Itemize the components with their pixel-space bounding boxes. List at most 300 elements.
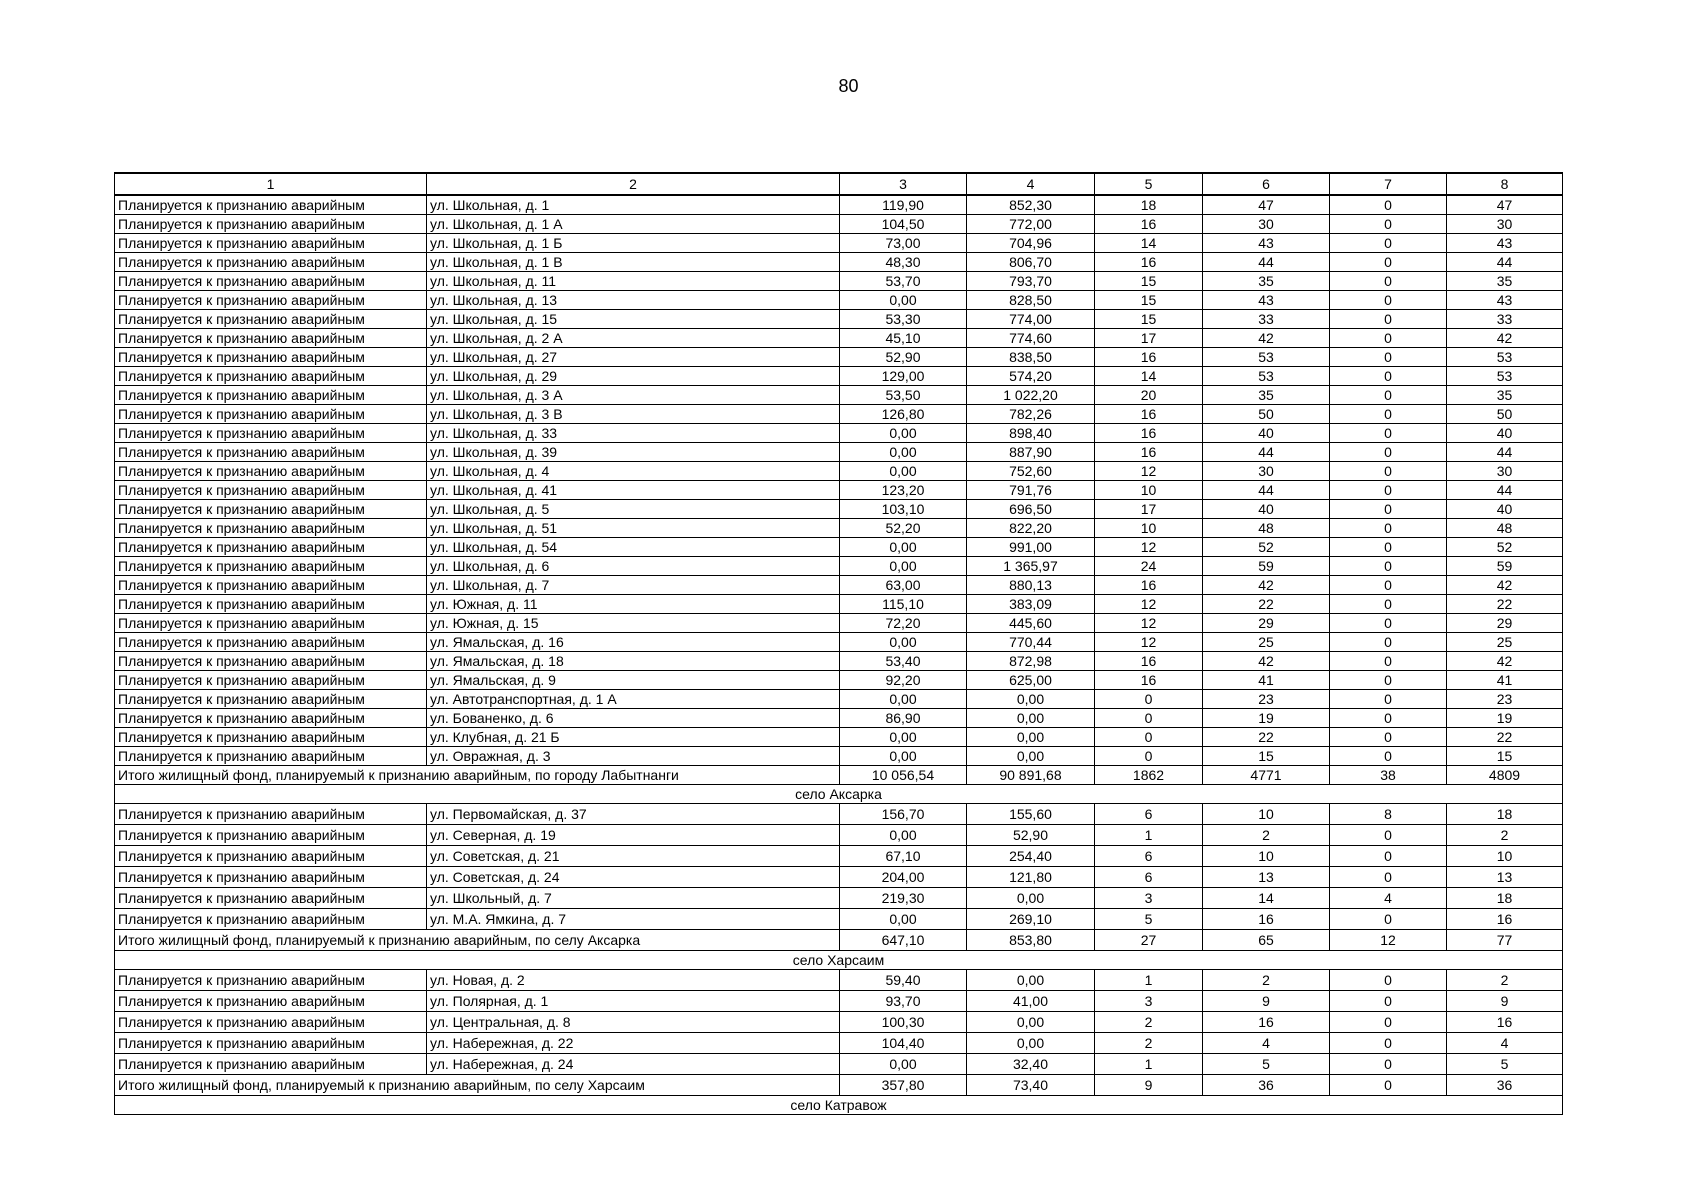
table-cell: Планируется к признанию аварийным — [115, 728, 427, 747]
table-cell: 16 — [1095, 652, 1203, 671]
table-cell: Планируется к признанию аварийным — [115, 424, 427, 443]
column-header: 1 — [115, 173, 427, 195]
table-cell: 50 — [1203, 405, 1330, 424]
table-cell: 0 — [1330, 1075, 1447, 1096]
table-cell: 50 — [1447, 405, 1563, 424]
table-cell: 3 — [1095, 991, 1203, 1012]
table-cell: 0 — [1330, 909, 1447, 930]
table-cell: 0,00 — [840, 909, 967, 930]
table-cell: Планируется к признанию аварийным — [115, 234, 427, 253]
table-cell: 12 — [1095, 633, 1203, 652]
table-cell: Планируется к признанию аварийным — [115, 462, 427, 481]
table-cell: 704,96 — [967, 234, 1095, 253]
table-cell: 8 — [1330, 804, 1447, 825]
table-cell: 0 — [1330, 253, 1447, 272]
table-cell: 123,20 — [840, 481, 967, 500]
table-cell: 18 — [1095, 195, 1203, 215]
table-cell: 2 — [1095, 1012, 1203, 1033]
table-cell: 782,26 — [967, 405, 1095, 424]
table-row — [115, 234, 1563, 253]
table-cell: 4 — [1203, 1033, 1330, 1054]
total-row — [115, 1075, 1563, 1096]
table-cell: 35 — [1447, 272, 1563, 291]
table-cell: 29 — [1203, 614, 1330, 633]
table-cell: 853,80 — [967, 930, 1095, 951]
table-cell: 10 056,54 — [840, 766, 967, 785]
table-cell: 16 — [1095, 405, 1203, 424]
table-cell: ул. Набережная, д. 24 — [427, 1054, 840, 1075]
table-cell: 90 891,68 — [967, 766, 1095, 785]
table-cell: ул. Советская, д. 24 — [427, 867, 840, 888]
table-cell: 14 — [1095, 234, 1203, 253]
table-cell: 53,30 — [840, 310, 967, 329]
table-cell: 93,70 — [840, 991, 967, 1012]
table-cell: 0,00 — [967, 1033, 1095, 1054]
table-cell: 10 — [1095, 481, 1203, 500]
table-row — [115, 481, 1563, 500]
table-cell: село Харсаим — [115, 951, 1563, 970]
table-cell: 126,80 — [840, 405, 967, 424]
table-cell: ул. Клубная, д. 21 Б — [427, 728, 840, 747]
table-cell: Планируется к признанию аварийным — [115, 500, 427, 519]
column-header: 7 — [1330, 173, 1447, 195]
table-cell: 791,76 — [967, 481, 1095, 500]
table-cell: 27 — [1095, 930, 1203, 951]
table-cell: 42 — [1203, 652, 1330, 671]
table-cell: 772,00 — [967, 215, 1095, 234]
table-cell: ул. Набережная, д. 22 — [427, 1033, 840, 1054]
table-row — [115, 386, 1563, 405]
table-cell: ул. Овражная, д. 3 — [427, 747, 840, 766]
table-cell: 155,60 — [967, 804, 1095, 825]
table-cell: 10 — [1447, 846, 1563, 867]
table-cell: Итого жилищный фонд, планируемый к признанию аварийным, по городу Лабытнанги — [115, 766, 840, 785]
table-row — [115, 970, 1563, 991]
table-cell: 42 — [1203, 329, 1330, 348]
table-cell: ул. Школьная, д. 33 — [427, 424, 840, 443]
table-cell: ул. Школьная, д. 54 — [427, 538, 840, 557]
table-cell: 44 — [1203, 481, 1330, 500]
column-header: 4 — [967, 173, 1095, 195]
table-cell: 254,40 — [967, 846, 1095, 867]
table-cell: 67,10 — [840, 846, 967, 867]
table-cell: 0,00 — [840, 633, 967, 652]
table-cell: 16 — [1095, 424, 1203, 443]
table-cell: 0,00 — [840, 728, 967, 747]
table-cell: 44 — [1203, 253, 1330, 272]
table-cell: 33 — [1203, 310, 1330, 329]
table-cell: Планируется к признанию аварийным — [115, 690, 427, 709]
table-cell: 42 — [1447, 576, 1563, 595]
table-cell: 0 — [1330, 709, 1447, 728]
table-row — [115, 825, 1563, 846]
table-row — [115, 443, 1563, 462]
table-cell: ул. Ямальская, д. 9 — [427, 671, 840, 690]
table-cell: 42 — [1447, 652, 1563, 671]
table-cell: 6 — [1095, 867, 1203, 888]
table-cell: 3 — [1095, 888, 1203, 909]
table-cell: Планируется к признанию аварийным — [115, 291, 427, 310]
table-row — [115, 867, 1563, 888]
table-cell: 0 — [1330, 846, 1447, 867]
table-cell: Планируется к признанию аварийным — [115, 367, 427, 386]
table-cell: 19 — [1447, 709, 1563, 728]
table-row — [115, 846, 1563, 867]
table-row — [115, 614, 1563, 633]
table-cell: 43 — [1447, 291, 1563, 310]
table-row — [115, 424, 1563, 443]
table-cell: ул. Ямальская, д. 16 — [427, 633, 840, 652]
table-cell: ул. Северная, д. 19 — [427, 825, 840, 846]
housing-table — [114, 172, 1563, 1115]
table-cell: ул. Автотранспортная, д. 1 А — [427, 690, 840, 709]
table-cell: Планируется к признанию аварийным — [115, 405, 427, 424]
table-cell: ул. Центральная, д. 8 — [427, 1012, 840, 1033]
table-cell: 16 — [1447, 909, 1563, 930]
table-cell: 0 — [1330, 348, 1447, 367]
table-row — [115, 1054, 1563, 1075]
table-cell: 0,00 — [967, 970, 1095, 991]
table-cell: 115,10 — [840, 595, 967, 614]
table-cell: 806,70 — [967, 253, 1095, 272]
table-cell: 1 — [1095, 1054, 1203, 1075]
table-cell: 774,60 — [967, 329, 1095, 348]
table-cell: Планируется к признанию аварийным — [115, 1054, 427, 1075]
table-cell: 0 — [1330, 557, 1447, 576]
table-cell: 12 — [1095, 614, 1203, 633]
table-cell: 32,40 — [967, 1054, 1095, 1075]
table-row — [115, 652, 1563, 671]
table-cell: 647,10 — [840, 930, 967, 951]
table-cell: 12 — [1095, 538, 1203, 557]
table-cell: 47 — [1447, 195, 1563, 215]
total-row — [115, 930, 1563, 951]
table-cell: Планируется к признанию аварийным — [115, 888, 427, 909]
table-cell: 43 — [1447, 234, 1563, 253]
table-row — [115, 690, 1563, 709]
table-cell: 0 — [1330, 1012, 1447, 1033]
table-row — [115, 329, 1563, 348]
table-cell: Планируется к признанию аварийным — [115, 614, 427, 633]
table-cell: ул. Школьная, д. 2 А — [427, 329, 840, 348]
table-cell: 0,00 — [840, 443, 967, 462]
table-cell: 2 — [1447, 970, 1563, 991]
table-cell: Планируется к признанию аварийным — [115, 909, 427, 930]
table-cell: ул. М.А. Ямкина, д. 7 — [427, 909, 840, 930]
table-cell: 52,90 — [967, 825, 1095, 846]
header-row — [115, 173, 1563, 195]
table-cell: 0 — [1330, 234, 1447, 253]
column-header: 6 — [1203, 173, 1330, 195]
table-cell: Планируется к признанию аварийным — [115, 557, 427, 576]
table-cell: Планируется к признанию аварийным — [115, 846, 427, 867]
table-cell: 0,00 — [840, 690, 967, 709]
table-cell: 0 — [1330, 690, 1447, 709]
table-cell: ул. Новая, д. 2 — [427, 970, 840, 991]
table-cell: 33 — [1447, 310, 1563, 329]
table-row — [115, 991, 1563, 1012]
table-cell: 35 — [1203, 386, 1330, 405]
table-cell: Планируется к признанию аварийным — [115, 991, 427, 1012]
table-cell: 48,30 — [840, 253, 967, 272]
table-cell: Планируется к признанию аварийным — [115, 576, 427, 595]
table-cell: 53,70 — [840, 272, 967, 291]
table-cell: 0,00 — [967, 747, 1095, 766]
table-cell: 852,30 — [967, 195, 1095, 215]
table-cell: ул. Школьная, д. 13 — [427, 291, 840, 310]
table-cell: 0 — [1330, 652, 1447, 671]
table-row — [115, 519, 1563, 538]
table-cell: 0 — [1330, 405, 1447, 424]
table-cell: 269,10 — [967, 909, 1095, 930]
table-cell: 0 — [1330, 195, 1447, 215]
table-cell: 15 — [1095, 291, 1203, 310]
table-cell: 1 — [1095, 970, 1203, 991]
table-cell: ул. Школьная, д. 1 А — [427, 215, 840, 234]
table-cell: 2 — [1447, 825, 1563, 846]
table-cell: 18 — [1447, 888, 1563, 909]
table-row — [115, 195, 1563, 215]
table-cell: 16 — [1095, 215, 1203, 234]
table-cell: 156,70 — [840, 804, 967, 825]
table-cell: 696,50 — [967, 500, 1095, 519]
table-row — [115, 728, 1563, 747]
table-row — [115, 253, 1563, 272]
table-cell: село Аксарка — [115, 785, 1563, 804]
table-cell: Планируется к признанию аварийным — [115, 671, 427, 690]
table-cell: 43 — [1203, 291, 1330, 310]
table-cell: Планируется к признанию аварийным — [115, 652, 427, 671]
table-cell: 44 — [1447, 443, 1563, 462]
table-cell: 0 — [1330, 970, 1447, 991]
table-cell: 16 — [1095, 253, 1203, 272]
table-cell: 0 — [1330, 614, 1447, 633]
table-cell: 53 — [1203, 348, 1330, 367]
table-cell: 0,00 — [840, 1054, 967, 1075]
table-cell: 24 — [1095, 557, 1203, 576]
table-cell: 1 365,97 — [967, 557, 1095, 576]
table-cell: 59 — [1203, 557, 1330, 576]
table-cell: 0,00 — [967, 888, 1095, 909]
table-row — [115, 405, 1563, 424]
table-row — [115, 310, 1563, 329]
table-cell: 0 — [1330, 576, 1447, 595]
table-row — [115, 272, 1563, 291]
table-cell: 204,00 — [840, 867, 967, 888]
table-cell: 63,00 — [840, 576, 967, 595]
table-cell: 15 — [1095, 310, 1203, 329]
table-cell: 0,00 — [967, 690, 1095, 709]
table-cell: 0,00 — [840, 462, 967, 481]
table-cell: Итого жилищный фонд, планируемый к признанию аварийным, по селу Харсаим — [115, 1075, 840, 1096]
table-row — [115, 633, 1563, 652]
table-cell: 0 — [1330, 500, 1447, 519]
table-cell: 0 — [1330, 386, 1447, 405]
table-cell: 0 — [1095, 690, 1203, 709]
table-cell: 0 — [1330, 367, 1447, 386]
table-cell: ул. Школьный, д. 7 — [427, 888, 840, 909]
table-cell: 41 — [1447, 671, 1563, 690]
table-cell: 53,40 — [840, 652, 967, 671]
table-cell: 52,20 — [840, 519, 967, 538]
table-row — [115, 747, 1563, 766]
table-cell: 40 — [1447, 424, 1563, 443]
table-cell: 52,90 — [840, 348, 967, 367]
table-cell: ул. Южная, д. 15 — [427, 614, 840, 633]
table-cell: Планируется к признанию аварийным — [115, 1033, 427, 1054]
table-cell: ул. Южная, д. 11 — [427, 595, 840, 614]
column-header: 5 — [1095, 173, 1203, 195]
table-cell: 104,40 — [840, 1033, 967, 1054]
table-cell: 36 — [1447, 1075, 1563, 1096]
table-cell: 16 — [1447, 1012, 1563, 1033]
table-cell: 13 — [1447, 867, 1563, 888]
table-cell: Планируется к признанию аварийным — [115, 595, 427, 614]
table-cell: 22 — [1203, 595, 1330, 614]
table-cell: 10 — [1095, 519, 1203, 538]
table-cell: 0 — [1330, 867, 1447, 888]
table-cell: 0 — [1330, 1033, 1447, 1054]
table-cell: 40 — [1447, 500, 1563, 519]
table-cell: ул. Ямальская, д. 18 — [427, 652, 840, 671]
table-cell: 0 — [1330, 538, 1447, 557]
table-cell: 29 — [1447, 614, 1563, 633]
table-cell: 52 — [1447, 538, 1563, 557]
table-cell: ул. Школьная, д. 5 — [427, 500, 840, 519]
table-cell: 16 — [1095, 671, 1203, 690]
table-cell: 41 — [1203, 671, 1330, 690]
table-cell: 65 — [1203, 930, 1330, 951]
table-cell: 73,40 — [967, 1075, 1095, 1096]
table-cell: 0 — [1330, 424, 1447, 443]
total-row — [115, 766, 1563, 785]
table-cell: ул. Бованенко, д. 6 — [427, 709, 840, 728]
table-cell: 0,00 — [840, 557, 967, 576]
table-cell: 9 — [1447, 991, 1563, 1012]
table-cell: 0 — [1330, 310, 1447, 329]
table-cell: Планируется к признанию аварийным — [115, 443, 427, 462]
table-cell: 5 — [1203, 1054, 1330, 1075]
table-cell: Планируется к признанию аварийным — [115, 538, 427, 557]
table-cell: 44 — [1203, 443, 1330, 462]
table-cell: 15 — [1447, 747, 1563, 766]
table-cell: 19 — [1203, 709, 1330, 728]
table-cell: 40 — [1203, 500, 1330, 519]
table-cell: 42 — [1203, 576, 1330, 595]
table-row — [115, 709, 1563, 728]
table-cell: 22 — [1203, 728, 1330, 747]
table-cell: 86,90 — [840, 709, 967, 728]
table-cell: 445,60 — [967, 614, 1095, 633]
column-header: 3 — [840, 173, 967, 195]
table-cell: 72,20 — [840, 614, 967, 633]
table-cell: Планируется к признанию аварийным — [115, 195, 427, 215]
table-row — [115, 348, 1563, 367]
table-cell: 22 — [1447, 728, 1563, 747]
table-cell: 15 — [1203, 747, 1330, 766]
table-cell: 0 — [1330, 633, 1447, 652]
table-cell: 22 — [1447, 595, 1563, 614]
table-cell: 23 — [1203, 690, 1330, 709]
table-cell: ул. Школьная, д. 1 — [427, 195, 840, 215]
table-cell: 0 — [1095, 709, 1203, 728]
table-cell: 991,00 — [967, 538, 1095, 557]
table-row — [115, 291, 1563, 310]
table-cell: 48 — [1447, 519, 1563, 538]
table-cell: ул. Советская, д. 21 — [427, 846, 840, 867]
table-cell: 92,20 — [840, 671, 967, 690]
table-cell: 47 — [1203, 195, 1330, 215]
table-cell: 0 — [1330, 519, 1447, 538]
table-cell: 30 — [1203, 462, 1330, 481]
table-cell: 0 — [1330, 991, 1447, 1012]
table-cell: 2 — [1203, 825, 1330, 846]
table-cell: ул. Школьная, д. 29 — [427, 367, 840, 386]
table-cell: 0 — [1330, 595, 1447, 614]
table-row — [115, 595, 1563, 614]
table-cell: 0 — [1330, 215, 1447, 234]
table-cell: 822,20 — [967, 519, 1095, 538]
table-cell: Планируется к признанию аварийным — [115, 519, 427, 538]
table-cell: 5 — [1095, 909, 1203, 930]
table-cell: 880,13 — [967, 576, 1095, 595]
table-cell: 752,60 — [967, 462, 1095, 481]
table-cell: 52 — [1203, 538, 1330, 557]
table-cell: 103,10 — [840, 500, 967, 519]
table-cell: 44 — [1447, 481, 1563, 500]
table-cell: 2 — [1095, 1033, 1203, 1054]
table-cell: Планируется к признанию аварийным — [115, 804, 427, 825]
table-cell: 38 — [1330, 766, 1447, 785]
table-cell: 30 — [1203, 215, 1330, 234]
table-cell: 129,00 — [840, 367, 967, 386]
table-cell: 1 022,20 — [967, 386, 1095, 405]
table-row — [115, 500, 1563, 519]
table-cell: ул. Школьная, д. 4 — [427, 462, 840, 481]
table-cell: Планируется к признанию аварийным — [115, 481, 427, 500]
table-cell: Планируется к признанию аварийным — [115, 825, 427, 846]
table-cell: ул. Школьная, д. 3 В — [427, 405, 840, 424]
table-row — [115, 1012, 1563, 1033]
table-cell: 4809 — [1447, 766, 1563, 785]
column-header: 2 — [427, 173, 840, 195]
table-cell: 1 — [1095, 825, 1203, 846]
table-cell: 35 — [1447, 386, 1563, 405]
table-cell: 9 — [1095, 1075, 1203, 1096]
section-row — [115, 951, 1563, 970]
table-row — [115, 462, 1563, 481]
table-cell: ул. Школьная, д. 1 Б — [427, 234, 840, 253]
table-cell: Планируется к признанию аварийным — [115, 310, 427, 329]
table-cell: 23 — [1447, 690, 1563, 709]
table-cell: 42 — [1447, 329, 1563, 348]
column-header: 8 — [1447, 173, 1563, 195]
table-cell: ул. Школьная, д. 3 А — [427, 386, 840, 405]
table-cell: ул. Школьная, д. 1 В — [427, 253, 840, 272]
table-cell: 9 — [1203, 991, 1330, 1012]
table-cell: 0,00 — [840, 291, 967, 310]
table-cell: Планируется к признанию аварийным — [115, 1012, 427, 1033]
table-cell: 12 — [1095, 595, 1203, 614]
table-cell: Планируется к признанию аварийным — [115, 970, 427, 991]
table-cell: 104,50 — [840, 215, 967, 234]
table-cell: 0 — [1330, 1054, 1447, 1075]
table-cell: 14 — [1095, 367, 1203, 386]
table-cell: Планируется к признанию аварийным — [115, 867, 427, 888]
table-row — [115, 538, 1563, 557]
table-cell: Планируется к признанию аварийным — [115, 348, 427, 367]
table-cell: 0,00 — [967, 709, 1095, 728]
